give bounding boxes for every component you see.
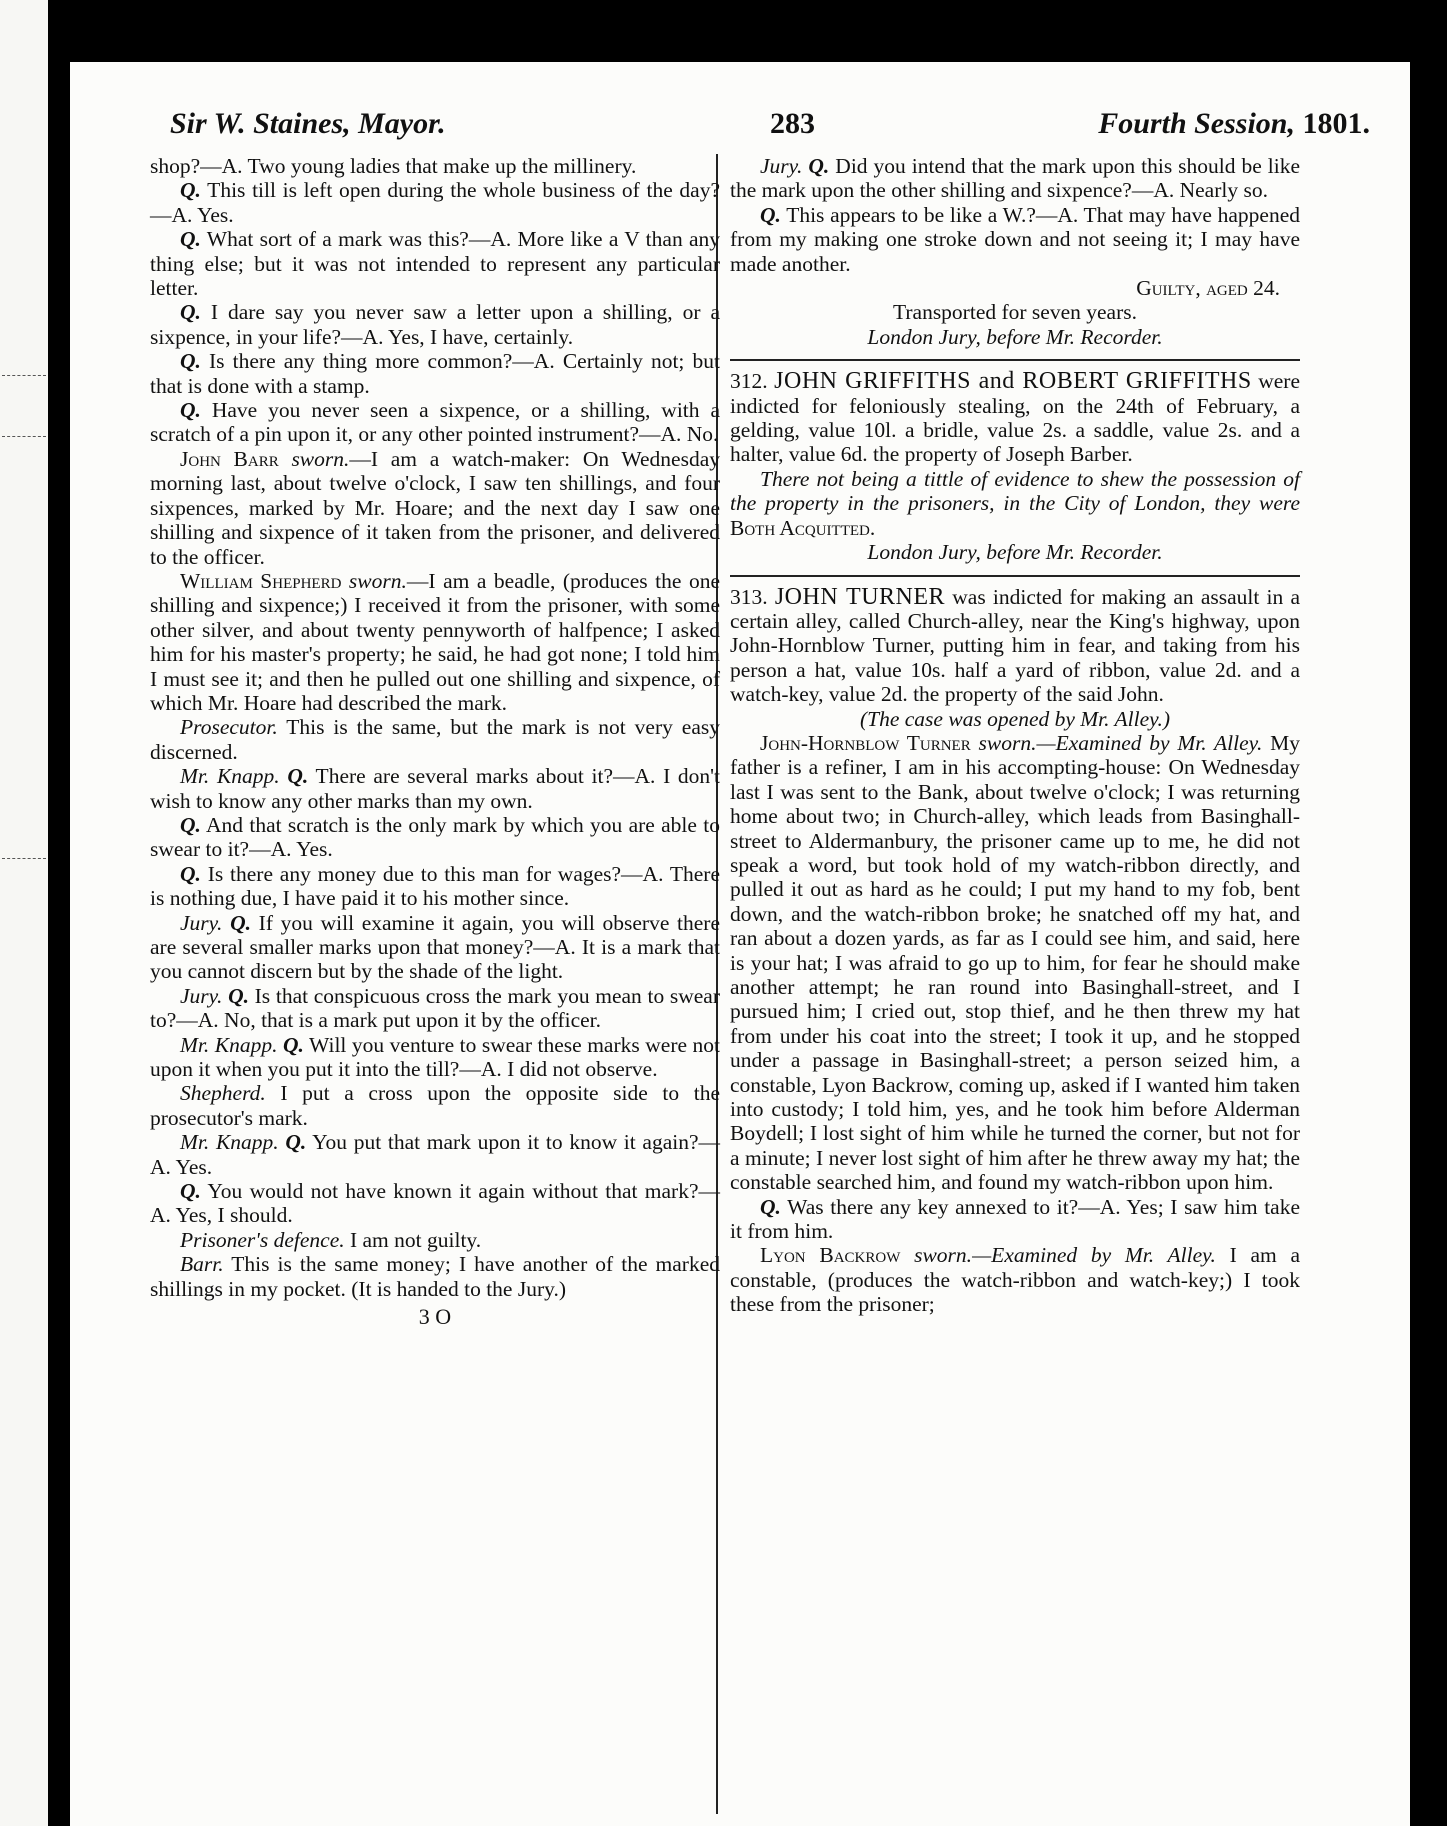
paragraph-text: And that scratch is the only mark by which you are able to swear to it?—A. Yes. <box>150 812 720 862</box>
defendant-name: JOHN TURNER <box>774 583 946 610</box>
paragraph-text: —I am a watch-maker: On Wednesday morning last, about twelve o'clock, I saw ten shillings, and four sixpences, marked by Mr. Hoare; and the next day I saw one shilling and sixpence of it taken from the prisoner, and delivered to the officer. <box>150 446 720 569</box>
paragraph <box>150 911 720 984</box>
paragraph <box>150 300 720 349</box>
paragraph-text: This is the same money; I have another of the marked shillings in my pocket. (It is handed to the Jury.) <box>150 1252 720 1301</box>
question-mark: Q. <box>180 1179 201 1204</box>
paragraph-text: Is there any money due to this man for wages?—A. There is nothing due, I have paid it to his mother since. <box>150 861 720 911</box>
paragraph <box>730 731 1300 1195</box>
paragraph-text: I dare say you never saw a letter upon a shilling, or a sixpence, in your life?—A. Yes, I have, certainly. <box>150 300 720 349</box>
question-mark: Q. <box>760 202 781 227</box>
session-year: 1801. <box>1302 107 1370 140</box>
paragraph-text: Is there any thing more common?—A. Certainly not; but that is done with a stamp. <box>150 349 720 398</box>
running-header <box>170 102 1390 152</box>
indictment-text: were indicted for feloniously stealing, on the 24th of February, a gelding, value 10l. a bridle, value 2s. a saddle, value 2s. and a halter, value 6d. the property of Joseph Barber. <box>730 369 1300 467</box>
witness-name: William Shepherd <box>180 568 342 593</box>
speaker-label: Shepherd. <box>180 1081 266 1106</box>
examined-by: —Examined by Mr. Alley. <box>972 1243 1216 1268</box>
document-page <box>70 62 1410 1826</box>
header-mayor: Sir W. Staines, Mayor. <box>170 107 446 140</box>
paragraph-text: There are several marks about it?—A. I don't wish to know any other marks than my own. <box>150 764 721 813</box>
indictment-text: was indicted for making an assault in a certain alley, called Church-alley, near the King's highway, upon John-Hornblow Turner, putting him in fear, and taking from his person a hat, value 10s. half a yard of ribbon, value 2d. and a watch-key, value 2d. the property of the said John. <box>730 584 1301 707</box>
paragraph <box>150 862 720 911</box>
speaker-label: Mr. Knapp. <box>180 764 280 789</box>
session-label: Fourth Session, <box>1098 107 1295 140</box>
question-mark: Q. <box>285 1130 307 1155</box>
paragraph <box>150 1228 720 1252</box>
verdict-acquitted: Both Acquitted. <box>730 515 876 540</box>
signature-mark: 3 O <box>418 1304 452 1330</box>
paragraph <box>150 398 720 447</box>
section-rule <box>730 359 1300 361</box>
acquittal-note: There not being a tittle of evidence to shew the possession of the property in the prisoners, in the City of London, they were <box>730 466 1300 516</box>
paragraph-text: Was there any key annexed to it?—A. Yes; I saw him take it from him. <box>730 1194 1300 1244</box>
question-mark: Q. <box>180 812 201 837</box>
section-rule <box>730 575 1300 577</box>
paragraph <box>150 715 720 764</box>
page-edge-strip <box>0 0 48 1826</box>
question-mark: Q. <box>180 178 201 203</box>
paragraph <box>730 1243 1300 1316</box>
sworn-label: sworn. <box>900 1243 973 1268</box>
scan-mark <box>2 436 46 437</box>
header-session <box>1098 107 1370 141</box>
jury-note: London Jury, before Mr. Recorder. <box>867 540 1163 565</box>
left-column <box>150 154 720 1330</box>
case-313 <box>730 585 1300 707</box>
examined-by: —Examined by Mr. Alley. <box>1036 730 1263 755</box>
paragraph <box>150 569 720 715</box>
speaker-label: Mr. Knapp. <box>180 1130 279 1155</box>
speaker-label: Prisoner's defence. <box>180 1227 345 1252</box>
scan-mark <box>2 858 46 859</box>
paragraph-text: Did you intend that the mark upon this should be like the mark upon the other shilling and sixpence?—A. Nearly so. <box>730 154 1301 203</box>
speaker-label: Jury. <box>180 983 223 1008</box>
question-mark: Q. <box>180 349 201 374</box>
question-mark: Q. <box>180 227 201 252</box>
sworn-label: sworn. <box>341 568 407 593</box>
right-column <box>730 154 1300 1317</box>
paragraph-text: This appears to be like a W.?—A. That may have happened from my making one stroke down and not seeing it; I may have made another. <box>730 202 1300 276</box>
paragraph-text: —I am a beadle, (produces the one shilling and sixpence;) I received it from the prisoner, with some other silver, and about twenty pennyworth of halfpence; I asked him for his master's property; he said, he had got none; I told him I must see it; and then he pulled out one shilling and sixpence, of which Mr. Hoare had described the mark. <box>150 568 720 715</box>
sworn-label: sworn. <box>970 730 1037 755</box>
question-mark: Q. <box>180 300 201 325</box>
scan-mark <box>2 375 46 376</box>
paragraph-text: My father is a refiner, I am in his accompting-house: On Wednesday last I was sent to the Bank, about twelve o'clock; I was returning home about two; in Church-alley, which leads from Basinghall-street to Aldermanbury, the prisoner came up to me, he did not speak a word, but took hold of my watch-ribbon directly, and pulled it out as hard as he could; I put my hand to my fob, bent down, and the watch-ribbon broke; he snatched off my hat, and ran about a dozen yards, as far as I could see him, and said, here is your hat; I was afraid to go up to him, for fear he should make another attempt; he ran round into Basinghall-street, and I pursued him; I cried out, stop thief, and he then threw my hat from under his coat into the street; I took it up, and he stopped under a passage in Basinghall-street; a person seized him, a constable, Lyon Backrow, coming up, asked if I wanted him taken into custody; I told him, yes, and he took him before Alderman Boydell; I lost sight of him while he turned the corner, but not for a minute; I never lost sight of him after he threw away my hat; the constable searched him, and found my watch-ribbon upon him. <box>730 730 1300 1195</box>
right-column-part2 <box>730 731 1300 1317</box>
paragraph-text: What sort of a mark was this?—A. More like a V than any thing else; but it was not intended to represent any particular letter. <box>150 227 720 301</box>
speaker-label: Barr. <box>180 1252 224 1277</box>
paragraph <box>730 1195 1300 1244</box>
case-number: 313. <box>730 584 768 609</box>
paragraph-text: You would not have known it again without that mark?—A. Yes, I should. <box>150 1179 720 1228</box>
paragraph <box>150 1130 720 1179</box>
case-312 <box>730 369 1300 467</box>
paragraph-text: Is that conspicuous cross the mark you mean to swear to?—A. No, that is a mark put upon it by the officer. <box>150 983 721 1033</box>
question-mark: Q. <box>230 910 251 935</box>
paragraph <box>150 764 720 813</box>
question-mark: Q. <box>808 154 830 178</box>
paragraph <box>150 349 720 398</box>
sworn-label: sworn. <box>278 446 350 471</box>
paragraph-text: I put a cross upon the opposite side to the prosecutor's mark. <box>150 1081 720 1130</box>
paragraph <box>150 1179 720 1228</box>
paragraph <box>730 203 1300 276</box>
speaker-label: Jury. <box>180 910 223 935</box>
paragraph <box>150 813 720 862</box>
right-column-part1 <box>730 154 1300 276</box>
verdict-guilty: Guilty, aged 24. <box>1136 276 1280 301</box>
question-mark: Q. <box>180 861 201 886</box>
question-mark: Q. <box>760 1194 781 1219</box>
witness-name: John Barr <box>180 446 279 471</box>
page-number: 283 <box>770 107 815 140</box>
speaker-label: Mr. Knapp. <box>180 1032 278 1057</box>
paragraph <box>150 227 720 300</box>
question-mark: Q. <box>228 983 249 1008</box>
paragraph <box>150 984 720 1033</box>
paragraph-text: This till is left open during the whole business of the day?—A. Yes. <box>150 178 720 227</box>
case-number: 312. <box>730 369 768 394</box>
paragraph-text: I am not guilty. <box>344 1227 482 1252</box>
case-opened-note: (The case was opened by Mr. Alley.) <box>859 706 1171 731</box>
sentence: Transported for seven years. <box>892 300 1137 325</box>
case-312-note <box>730 467 1300 540</box>
jury-note: London Jury, before Mr. Recorder. <box>867 324 1163 349</box>
speaker-label: Jury. <box>760 154 803 178</box>
paragraph <box>730 154 1300 203</box>
paragraph <box>150 1252 720 1301</box>
paragraph-text: You put that mark upon it to know it again?—A. Yes. <box>150 1130 721 1179</box>
paragraph-text: I am a constable, (produces the watch-ribbon and watch-key;) I took these from the prisoner; <box>730 1243 1301 1317</box>
question-mark: Q. <box>283 1032 304 1057</box>
defendant-names: JOHN GRIFFITHS and ROBERT GRIFFITHS <box>774 368 1252 395</box>
paragraph <box>150 154 720 178</box>
paragraph-text: Will you venture to swear these marks were not upon it when you put it into the till?—A. I did not observe. <box>150 1032 721 1082</box>
paragraph-text: shop?—A. Two young ladies that make up the millinery. <box>150 154 637 178</box>
witness-name: John-Hornblow Turner <box>760 730 971 755</box>
paragraph <box>150 1033 720 1082</box>
paragraph-text: If you will examine it again, you will observe there are several smaller marks upon that money?—A. It is a mark that you cannot discern but by the shade of the light. <box>150 910 721 984</box>
speaker-label: Prosecutor. <box>180 715 278 740</box>
witness-name: Lyon Backrow <box>760 1243 901 1268</box>
question-mark: Q. <box>287 764 309 789</box>
paragraph <box>150 1081 720 1130</box>
question-mark: Q. <box>180 398 201 423</box>
paragraph-text: This is the same, but the mark is not very easy discerned. <box>150 715 720 764</box>
paragraph <box>150 447 720 569</box>
paragraph-text: Have you never seen a sixpence, or a shilling, with a scratch of a pin upon it, or any other pointed instrument?—A. No. <box>150 398 720 447</box>
paragraph <box>150 178 720 227</box>
